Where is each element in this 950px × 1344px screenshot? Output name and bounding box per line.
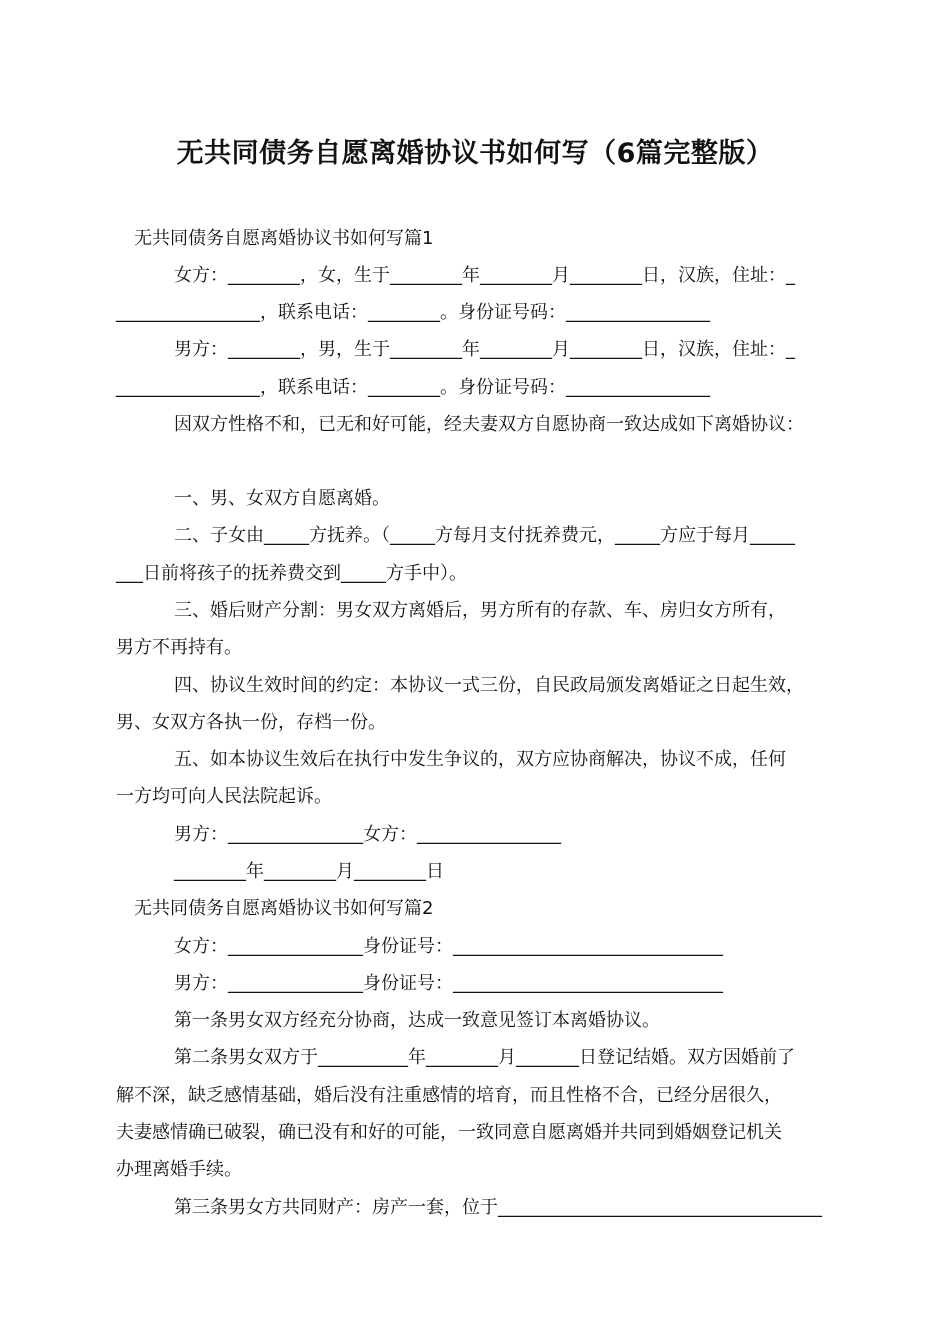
text-line: 五、如本协议生效后在执行中发生争议的，双方应协商解决，协议不成，任何 [174,749,786,770]
text-line: 第二条男女双方于__________年________月_______日登记结婚。双方因婚前了 [174,1047,795,1068]
text-line: 女方：________，女，生于________年________月________日，汉族，住址：_ [174,265,795,286]
text-line: 男方：_______________身份证号：______________________________ [174,973,723,994]
text-line: 夫妻感情确已破裂，确已没有和好的可能，一致同意自愿离婚并共同到婚姻登记机关 [116,1122,782,1143]
text-line: 女方：_______________身份证号：______________________________ [174,936,723,957]
text-line: 第三条男女方共同财产：房产一套，位于____________________________________ [174,1197,822,1218]
text-line: 解不深，缺乏感情基础，婚后没有注重感情的培育，而且性格不合，已经分居很久， [116,1085,782,1106]
text-line: 第一条男女双方经充分协商，达成一致意见签订本离婚协议。 [174,1010,660,1031]
section-heading-2: 无共同债务自愿离婚协议书如何写篇2 [134,898,434,919]
text-line: ________________，联系电话：________。身份证号码：________________ [116,302,710,323]
text-line: 四、协议生效时间的约定：本协议一式三份，自民政局颁发离婚证之日起生效， [174,675,804,696]
text-line: 男方不再持有。 [116,637,242,658]
text-line: 男方：________，男，生于________年________月________日，汉族，住址：_ [174,339,795,360]
text-line: ___日前将孩子的抚养费交到_____方手中）。 [116,563,467,584]
text-line: 二、子女由_____方抚养。（_____方每月支付抚养费元，_____方应于每月_____ [174,525,795,546]
text-line: 一、男、女双方自愿离婚。 [174,488,390,509]
text-line: 一方均可向人民法院起诉。 [116,786,332,807]
date-line: ________年________月________日 [174,861,444,882]
text-line: 男、女双方各执一份，存档一份。 [116,712,386,733]
section-heading-1: 无共同债务自愿离婚协议书如何写篇1 [134,228,434,249]
text-line: ________________，联系电话：________。身份证号码：________________ [116,377,710,398]
text-line: 办理离婚手续。 [116,1159,242,1180]
text-line: 三、婚后财产分割：男女双方离婚后，男方所有的存款、车、房归女方所有， [174,600,786,621]
document-title: 无共同债务自愿离婚协议书如何写（6篇完整版） [176,138,774,169]
text-line: 因双方性格不和，已无和好可能，经夫妻双方自愿协商一致达成如下离婚协议： [174,414,804,435]
signature-line: 男方：_______________女方：________________ [174,824,561,845]
